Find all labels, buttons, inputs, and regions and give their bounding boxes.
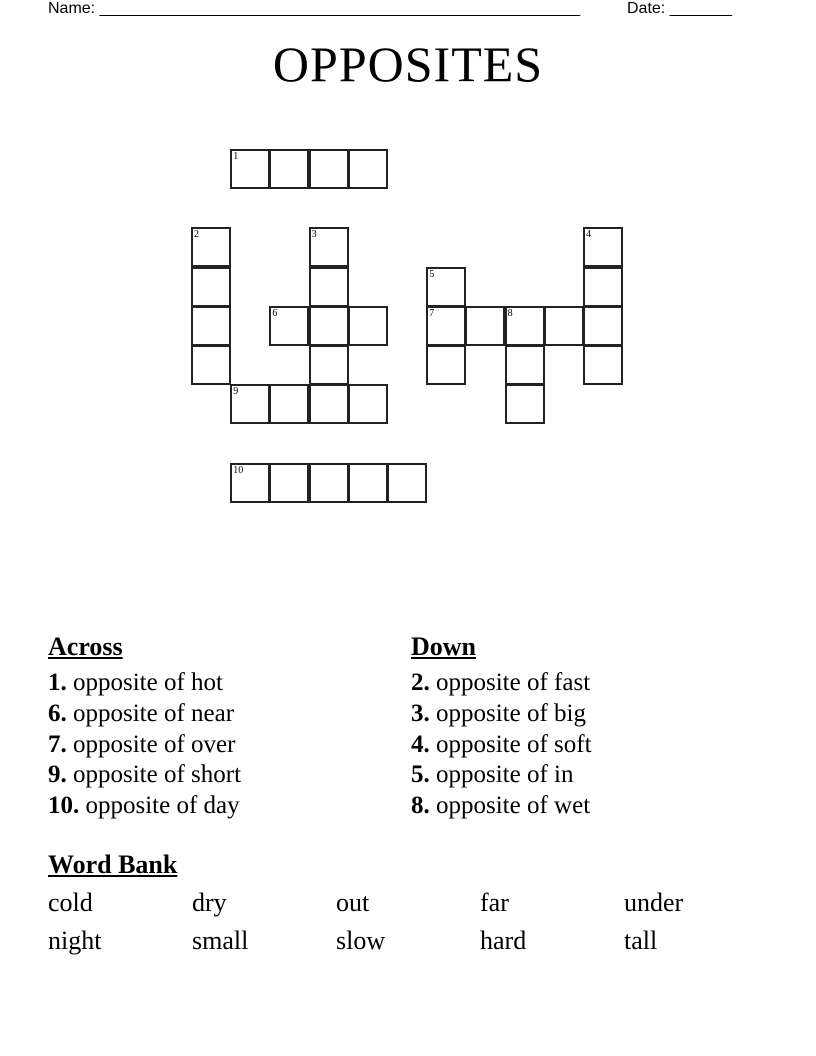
clue-number: 7. — [48, 730, 67, 758]
cell-number: 10 — [233, 464, 244, 476]
crossword-cell[interactable] — [583, 267, 623, 307]
clue-number: 9. — [48, 761, 67, 789]
crossword-cell[interactable] — [230, 149, 270, 189]
clue-number: 10. — [48, 792, 80, 819]
clue-across-9 — [48, 760, 241, 791]
crossword-cell[interactable] — [309, 463, 349, 503]
clue-down-2 — [411, 668, 592, 699]
date-field[interactable]: Date: _______ — [627, 0, 732, 17]
crossword-cell[interactable] — [583, 306, 623, 346]
word-bank-word: cold — [48, 888, 93, 917]
crossword-cell[interactable] — [426, 306, 466, 346]
clue-down-5 — [411, 760, 592, 791]
cell-number: 2 — [194, 229, 199, 241]
cell-number: 9 — [233, 386, 239, 398]
word-bank-title: Word Bank — [48, 850, 178, 879]
word-bank — [48, 848, 768, 960]
clue-across-6 — [48, 699, 241, 730]
crossword-cell[interactable] — [544, 306, 584, 346]
crossword-cell[interactable] — [505, 306, 545, 346]
clue-text: opposite of short — [66, 761, 242, 789]
cell-number: 6 — [272, 307, 278, 319]
crossword-cell[interactable] — [230, 384, 270, 424]
clue-number: 8. — [411, 792, 430, 819]
crossword-cell[interactable] — [348, 149, 388, 189]
clue-text: opposite of wet — [429, 792, 591, 819]
word-bank-word: far — [480, 888, 509, 917]
word-bank-word: hard — [480, 926, 527, 955]
crossword-cell[interactable] — [269, 149, 309, 189]
crossword-cell[interactable] — [426, 267, 466, 307]
clue-text: opposite of near — [66, 699, 235, 727]
crossword-cell[interactable] — [191, 267, 231, 307]
crossword-cell[interactable] — [230, 463, 270, 503]
crossword-cell[interactable] — [309, 227, 349, 267]
clue-down-8 — [411, 791, 592, 822]
clue-down-4 — [411, 730, 592, 761]
crossword-cell[interactable] — [269, 384, 309, 424]
down-heading: Down — [411, 632, 477, 661]
name-field[interactable]: Name: ______________________________________________________ — [48, 0, 581, 17]
down-clues — [411, 630, 592, 822]
crossword-cell[interactable] — [269, 463, 309, 503]
word-bank-word: out — [336, 888, 370, 917]
clue-text: opposite of over — [66, 730, 236, 758]
across-heading: Across — [48, 632, 123, 661]
crossword-cell[interactable] — [505, 384, 545, 424]
clue-number: 4. — [411, 730, 430, 758]
word-bank-word: under — [624, 888, 684, 917]
crossword-cell[interactable] — [583, 345, 623, 385]
word-bank-word: night — [48, 926, 102, 955]
crossword-cell[interactable] — [348, 306, 388, 346]
cell-number: 3 — [311, 229, 317, 241]
clue-text: opposite of day — [79, 792, 240, 819]
clue-across-1 — [48, 668, 241, 699]
clue-down-3 — [411, 699, 592, 730]
crossword-cell[interactable] — [348, 384, 388, 424]
crossword-cell[interactable] — [505, 345, 545, 385]
crossword-cell[interactable] — [583, 227, 623, 267]
crossword-cell[interactable] — [309, 306, 349, 346]
clue-across-7 — [48, 730, 241, 761]
clue-text: opposite of in — [429, 761, 574, 789]
clue-text: opposite of soft — [429, 730, 592, 758]
crossword-cell[interactable] — [309, 384, 349, 424]
clue-across-10 — [48, 791, 241, 822]
clue-number: 2. — [411, 669, 430, 696]
crossword-cell[interactable] — [309, 345, 349, 385]
clue-number: 1. — [48, 669, 67, 696]
clue-number: 5. — [411, 761, 430, 789]
crossword-cell[interactable] — [387, 463, 427, 503]
cell-number: 1 — [233, 151, 239, 162]
crossword-cell[interactable] — [191, 345, 231, 385]
clue-number: 3. — [411, 699, 430, 727]
clue-text: opposite of fast — [429, 669, 591, 696]
crossword-cell[interactable] — [465, 306, 505, 346]
crossword-cell[interactable] — [191, 306, 231, 346]
crossword-cell[interactable] — [269, 306, 309, 346]
clue-text: opposite of big — [429, 699, 586, 727]
page-title: OPPOSITES — [272, 36, 544, 92]
word-bank-list — [48, 884, 768, 960]
word-bank-word: dry — [192, 888, 227, 917]
word-bank-word: slow — [336, 926, 386, 955]
across-clues — [48, 630, 241, 822]
clue-number: 6. — [48, 699, 67, 727]
cell-number: 7 — [429, 307, 435, 319]
crossword-cell[interactable] — [426, 345, 466, 385]
word-bank-word: tall — [624, 926, 658, 955]
clue-text: opposite of hot — [66, 669, 223, 696]
crossword-cell[interactable] — [348, 463, 388, 503]
crossword-cell[interactable] — [191, 227, 231, 267]
crossword-cell[interactable] — [309, 267, 349, 307]
cell-number: 5 — [429, 268, 435, 280]
cell-number: 4 — [586, 229, 591, 241]
word-bank-word: small — [192, 926, 249, 955]
crossword-cell[interactable] — [309, 149, 349, 189]
cell-number: 8 — [507, 307, 513, 319]
